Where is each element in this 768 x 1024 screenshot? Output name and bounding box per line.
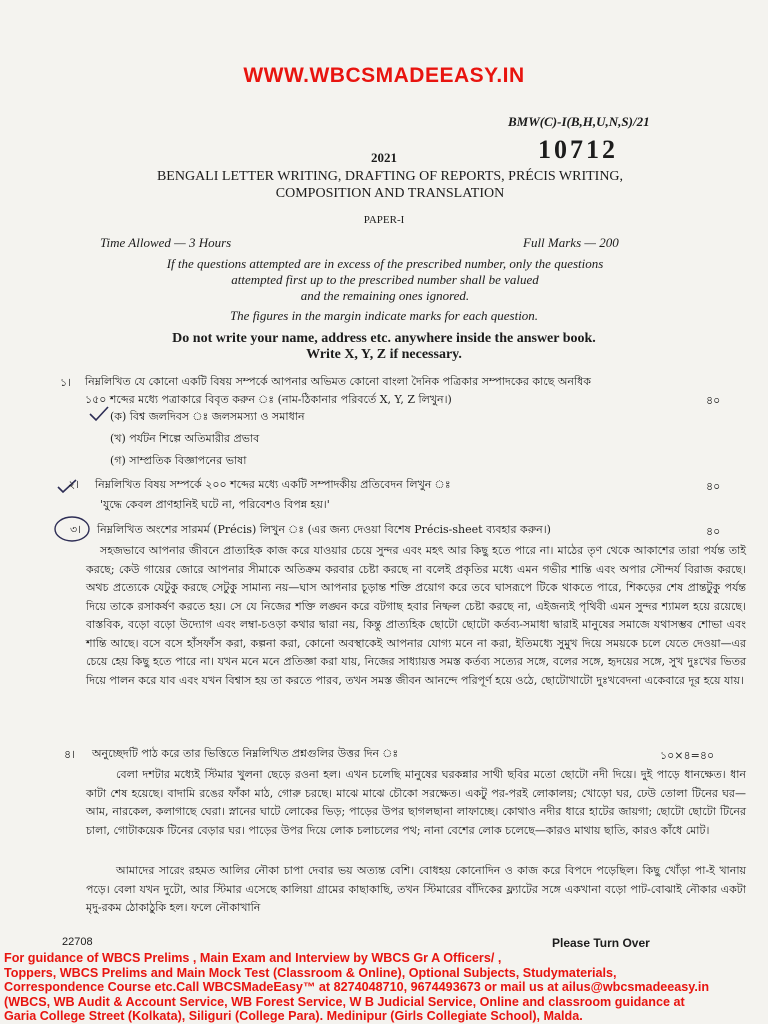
serial-number: 10712 bbox=[538, 135, 618, 164]
website-url: WWW.WBCSMADEEASY.IN bbox=[243, 64, 525, 87]
question-3-passage: সহজভাবে আপনার জীবনে প্রাত্যহিক কাজ করে যাওয়ার চেয়ে সুন্দর এবং মহৎ আর কিছু হতে পারে না। মাঠের তৃণ থেকে আকাশের তারা পর্যন্ত তাই করছে; কেউ গায়ের জোরে আপনার সীমাকে অতিক্রম করবার চেষ্টা করছে না বলেই প্রকৃতির মধ্যে এমন গভীর শান্তি এবং অপার সৌন্দর্য বিরাজ করছে। অথচ প্রত্যেকে যেটুকু করছে সেটুকু সামান্য নয়—ঘাস আপনার চূড়ান্ত শক্তি প্রয়োগ করে তবে ঘাসরূপে টিকে থাকতে পারে, শিকড়ের শেষ প্রান্তটুকু পর্যন্ত দিয়ে তাকে রসাকর্ষণ করতে হয়। সে যে নিজের শক্তি লঙ্ঘন করে বটগাছ হবার নিষ্ফল চেষ্টা করছে না, এইজন্যই পৃথিবী এমন সুন্দর শ্যামল হয়ে রয়েছে। বাস্তবিক, বড়ো বড়ো উদ্যোগ এবং লম্বা-চওড়া কথার দ্বারা নয়, কিন্তু প্রাত্যহিক ছোটো ছোটো কর্তব্য-সমাধা দ্বারাই মানুষের সমাজে যথাসম্ভব শোভা এবং শান্তি আছে। বসে বসে হাঁসফাঁস করা, কল্পনা করা, কোনো অবস্থাকেই আপনার যোগ্য মনে না করা, ইতিমধ্যে সুমুখ দিয়ে সময়কে চলে যেতে দেওয়া—এর চেয়ে হেয় কিছু হতে পারে না। যখন মনে মনে প্রতিজ্ঞা করা যায়, নিজের সাধ্যায়ত্ত সমস্ত কর্তব্য সত্যের সঙ্গে, বলের সঙ্গে, হৃদয়ের সঙ্গে, সুখ দুঃখের ভিতর দিয়ে পালন করে যাব এবং যখন বিশ্বাস হয় তা করতে পারব, তখন সমস্ত জীবন আনন্দে পরিপূর্ণ হয়ে ওঠে, ছোটোখাটো দুঃখবেদনা একেবারে দূর হয়ে যায়। bbox=[86, 544, 746, 687]
question-2-quote: 'যুদ্ধে কেবল প্রাণহানিই ঘটে না, পরিবেশও বিপন্ন হয়।' bbox=[100, 498, 330, 511]
footer-line-4: (WBCS, WB Audit & Account Service, WB Forest Service, W B Judicial Service, Online and classroom guidance at bbox=[4, 994, 685, 1009]
instruction-line-1: If the questions attempted are in excess of the prescribed number, only the questions bbox=[166, 256, 604, 271]
question-1-line-2: ১৫০ শব্দের মধ্যে পত্রাকারে বিবৃত করুন ঃ (নাম-ঠিকানার পরিবর্তে X, Y, Z লিখুন।) bbox=[85, 393, 452, 406]
question-2-marks: ৪০ bbox=[706, 480, 721, 493]
question-4-paragraph-2: আমাদের সারেং রহমত আলির নৌকা চাপা দেবার ভয় অত্যন্ত বেশি। বোধহয় কোনোদিন ও কাজ করে বিপদে পড়েছিল। কিছু খোঁড়া পা-ই খানায় পড়ে। বেলা যখন দুটো, আর স্টিমার এসেছে কালিয়া গ্রামের কাছাকাছি, তখন স্টিমারের বাঁদিকের ফ্ল্যাটের সঙ্গে একখানা বড়ো পাট-বোঝাই নৌকার একটা মৃদু-রকম ঠোকাঠুকি হল। ফলে নৌকাখানি bbox=[86, 864, 746, 914]
question-3-text: নিম্নলিখিত অংশের সারমর্ম (Précis) লিখুন ঃ (এর জন্য দেওয়া বিশেষ Précis-sheet ব্যবহার করুন।) bbox=[97, 523, 551, 536]
title-line-2: COMPOSITION AND TRANSLATION bbox=[275, 186, 505, 201]
instruction-line-2: attempted first up to the prescribed number shall be valued bbox=[231, 272, 539, 287]
footer-line-5: Garia College Street (Kolkata), Siliguri (College Para). Medinipur (Girls Collegiate School), Malda. bbox=[4, 1009, 583, 1023]
please-turn-over: Please Turn Over bbox=[552, 936, 650, 950]
page-code: 22708 bbox=[62, 936, 93, 948]
warning bbox=[0, 331, 768, 363]
warning-line-2: Write X, Y, Z if necessary. bbox=[306, 347, 462, 362]
question-4-number: ৪। bbox=[64, 748, 76, 761]
question-4-text: অনুচ্ছেদটি পাঠ করে তার ভিত্তিতে নিম্নলিখিত প্রশ্নগুলির উত্তর দিন ঃ bbox=[92, 747, 399, 760]
exam-year: 2021 bbox=[371, 150, 397, 165]
question-1-number: ১। bbox=[60, 376, 72, 389]
question-1-option-b: (খ) পর্যটন শিল্পে অতিমারীর প্রভাব bbox=[110, 432, 260, 445]
question-1-marks: ৪০ bbox=[706, 394, 721, 407]
question-1-line-1: নিম্নলিখিত যে কোনো একটি বিষয় সম্পর্কে আপনার অভিমত কোনো বাংলা দৈনিক পত্রিকার সম্পাদকের কাছে অনধিক bbox=[85, 375, 591, 388]
time-allowed: Time Allowed — 3 Hours bbox=[100, 235, 232, 250]
question-1-option-a: (ক) বিশ্ব জলদিবস ঃ জলসমস্যা ও সমাধান bbox=[110, 410, 305, 423]
question-1-option-c: (গ) সাম্প্রতিক বিজ্ঞাপনের ভাষা bbox=[110, 454, 247, 467]
instructions bbox=[110, 256, 660, 304]
paper-title bbox=[90, 168, 690, 202]
question-1-text bbox=[85, 373, 745, 409]
warning-line-1: Do not write your name, address etc. anywhere inside the answer book. bbox=[172, 331, 596, 346]
question-4-paragraph-1: বেলা দশটার মধ্যেই স্টিমার খুলনা ছেড়ে রওনা হল। এখন চলেছি মানুষের ঘরকন্নার সাথী ছবির মতো ছোটো নদী দিয়ে। দুই পাড়ে ধানক্ষেত। ধান কাটা শেষ হয়েছে। বাদামি রঙের ফাঁকা মাঠ, গোরু চরছে। মাঝে মাঝে চৌকো সরক্ষেত। একটু পর-পরই লোকালয়; খোড়ো ঘর, ঢেউ তোলা টিনের ঘর—আম, নারকেল, কলাগাছে ঘেরা। স্নানের ঘাটে লোকের ভিড়; পাড়ের উপর ছাগলছানা লাফাচ্ছে। কোথাও নদীর ধারে হাটের জায়গা; ছোটো ছোটো টিনের চালা, গোটাকয়েক টিনের বেড়ার ঘর। পাড়ের উপর দিয়ে লোক চলাচলের পথ; নানা বেশের লোক চলেছে—কারও মাথায় ছাতি, কারও কাঁধে মোট। bbox=[86, 768, 746, 837]
question-3-marks: ৪০ bbox=[706, 525, 721, 538]
instruction-line-3: and the remaining ones ignored. bbox=[300, 288, 470, 303]
footer-line-1: For guidance of WBCS Prelims , Main Exam and Interview by WBCS Gr A Officers/ , bbox=[4, 951, 502, 965]
full-marks: Full Marks — 200 bbox=[523, 235, 619, 250]
title-line-1: BENGALI LETTER WRITING, DRAFTING OF REPORTS, PRÉCIS WRITING, bbox=[156, 169, 624, 184]
footer-line-3: Correspondence Course etc.Call WBCSMadeEasy™ at 8274048710, 9674493673 or mail us at ailus@wbcsmadeeasy.in bbox=[4, 980, 710, 994]
question-2-number: ২। bbox=[68, 478, 80, 491]
question-2-text: নিম্নলিখিত বিষয় সম্পর্কে ২০০ শব্দের মধ্যে একটি সম্পাদকীয় প্রতিবেদন লিখুন ঃ bbox=[95, 478, 451, 491]
advertisement-footer bbox=[0, 951, 768, 1024]
footer-line-2: Toppers, WBCS Prelims and Main Mock Test (Classroom & Online), Optional Subjects, Studymaterials, bbox=[4, 965, 617, 980]
margin-note: The figures in the margin indicate marks for each question. bbox=[229, 308, 539, 323]
paper-code: BMW(C)-I(B,H,U,N,S)/21 bbox=[508, 114, 650, 129]
paper-number: PAPER-I bbox=[363, 214, 405, 226]
checkmark-icon bbox=[88, 404, 110, 424]
question-4-marks: ১০×৪=৪০ bbox=[660, 749, 715, 762]
question-3-number: ৩। bbox=[70, 523, 82, 536]
